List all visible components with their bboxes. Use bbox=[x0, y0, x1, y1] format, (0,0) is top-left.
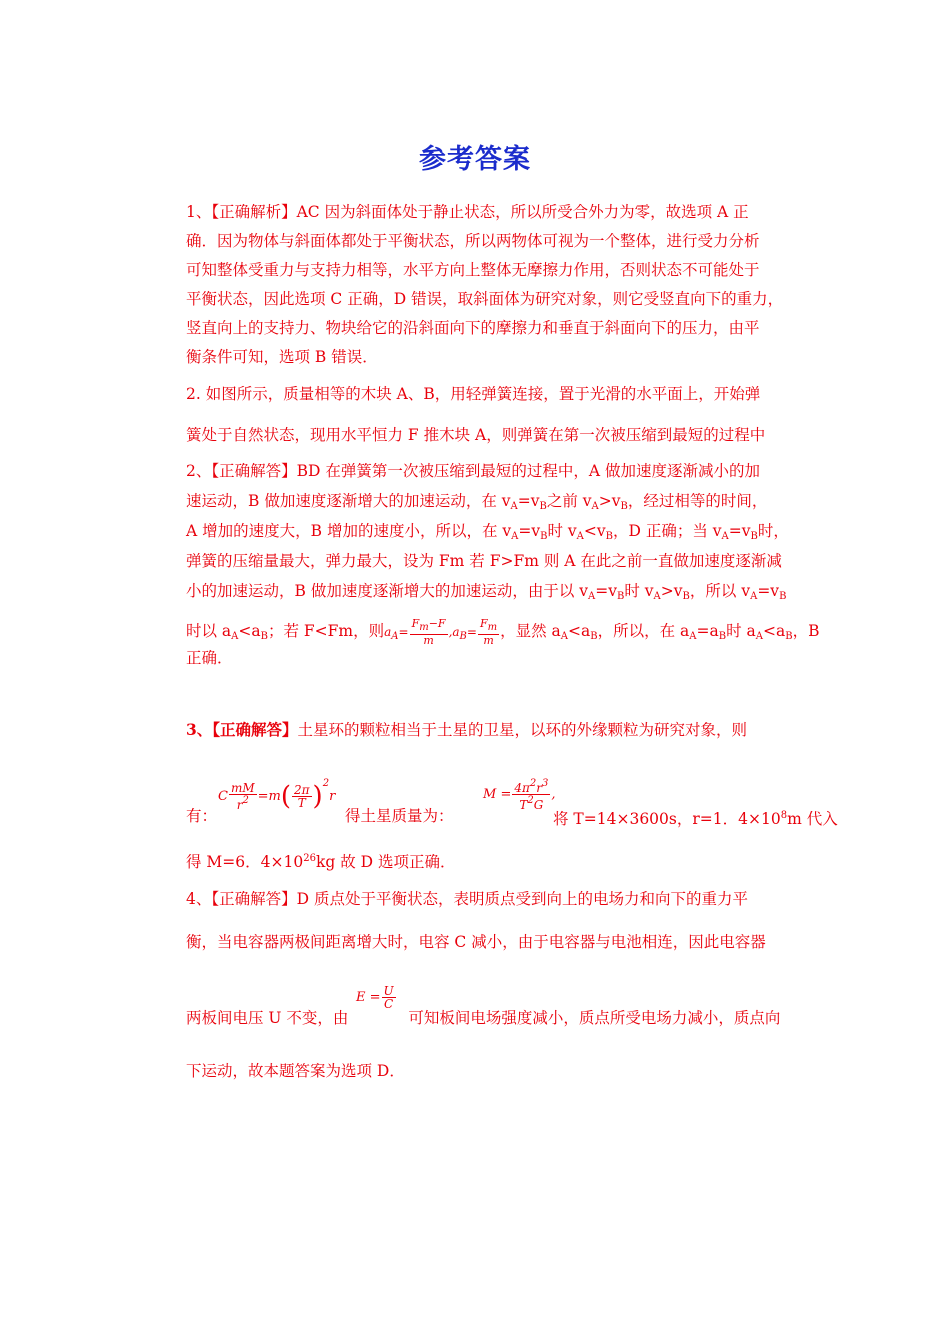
q3-line-1: 3、【正确解答】土星环的颗粒相当于土星的卫星，以环的外缘颗粒为研究对象，则 bbox=[186, 720, 748, 739]
q3-line-2-substitute: 将 T=14×3600s，r=1．$4\times 10^8m$ 代入 bbox=[553, 810, 838, 828]
q4-line-2: 衡，当电容器两极间距离增大时，电容 C 减小，由于电容器与电池相连，因此电容器 bbox=[186, 933, 766, 951]
q1-line-6: 衡条件可知，选项 B 错误． bbox=[186, 348, 378, 366]
q4-line-1: 4、【正确解答】D 质点处于平衡状态，表明质点受到向上的电场力和向下的重力平 bbox=[186, 890, 748, 908]
q2-line-3: A 增加的速度大，B 增加的速度小，所以，在 $v_A=v_B$时 $v_A<v_B$，D 正确；当 $v_A=v_B$时， bbox=[186, 522, 789, 542]
q1-line-3: 可知整体受重力与支持力相等，水平方向上整体无摩擦力作用，否则状态不可能处于 bbox=[186, 261, 760, 279]
q4-line-4: 下运动，故本题答案为选项 D． bbox=[186, 1062, 405, 1080]
acceleration-formula: $a_A=$ $\frac{F_m-F}{m}$ $,a_B=$ $\frac{F_m}{m}$ bbox=[384, 617, 498, 647]
q2-line-6: 时以 $a_A<a_B$；若 F<Fm，则$a_A=$ $\frac{F_m-F}{m}$ $,a_B=$ $\frac{F_m}{m}$ ，显然 $a_A<a_B$，所以，在 $a_A=a_B$时 $a_A<a_B$，B bbox=[186, 617, 820, 647]
q3-line-3: 得 M=6．$4\times 10^{26}kg$ 故 D 选项正确． bbox=[186, 853, 456, 871]
q2-line-4: 弹簧的压缩量最大，弹力最大，设为 Fm 若 F>Fm 则 A 在此之前一直做加速度逐渐减 bbox=[186, 552, 782, 570]
q3-line-2-label: 有： bbox=[186, 807, 218, 825]
q2-line-7: 正确． bbox=[186, 649, 233, 667]
mass-equation: M = $\frac{4\pi^2r^3}{T^2G}$ , bbox=[483, 778, 556, 812]
field-strength-equation: E = $\frac{U}{C}$ bbox=[356, 984, 394, 1011]
q3-line-2-mass-label: 得土星质量为： bbox=[345, 807, 454, 825]
q1-line-4: 平衡状态，因此选项 C 正确，D 错误，取斜面体为研究对象，则它受竖直向下的重力， bbox=[186, 290, 784, 308]
gravitation-equation: C $\frac{mM}{r^2}$ =m( $\frac{2\pi}{T}$ )$^2$r bbox=[218, 778, 336, 812]
q2-line-5: 小的加速运动，B 做加速度逐渐增大的加速运动，由于以 $v_A=v_B$时 $v_A>v_B$，所以 $v_A=v_B$ bbox=[186, 582, 787, 602]
q1-line-5: 竖直向上的支持力、物块给它的沿斜面向下的摩擦力和垂直于斜面向下的压力，由平 bbox=[186, 319, 760, 337]
q2-line-1: 2、【正确解答】BD 在弹簧第一次被压缩到最短的过程中，A 做加速度逐渐减小的加 bbox=[186, 462, 760, 480]
page-title: 参考答案 bbox=[419, 144, 531, 175]
q2-stem-line-2: 簧处于自然状态，现用水平恒力 F 推木块 A，则弹簧在第一次被压缩到最短的过程中 bbox=[186, 426, 766, 444]
q1-line-1: 1、【正确解析】AC 因为斜面体处于静止状态，所以所受合外力为零，故选项 A 正 bbox=[186, 203, 749, 221]
q4-line-3: 两板间电压 U 不变，由 可知板间电场强度减小，质点所受电场力减小，质点向 bbox=[186, 1009, 781, 1027]
q2-line-2: 速运动，B 做加速度逐渐增大的加速运动，在 $v_A=v_B$之前 $v_A>v_B$，经过相等的时间， bbox=[186, 492, 768, 512]
q1-line-2: 确．因为物体与斜面体都处于平衡状态，所以两物体可视为一个整体，进行受力分析 bbox=[186, 232, 760, 250]
q2-stem-line-1: 2. 如图所示，质量相等的木块 A、B，用轻弹簧连接，置于光滑的水平面上，开始弹 bbox=[186, 385, 761, 403]
